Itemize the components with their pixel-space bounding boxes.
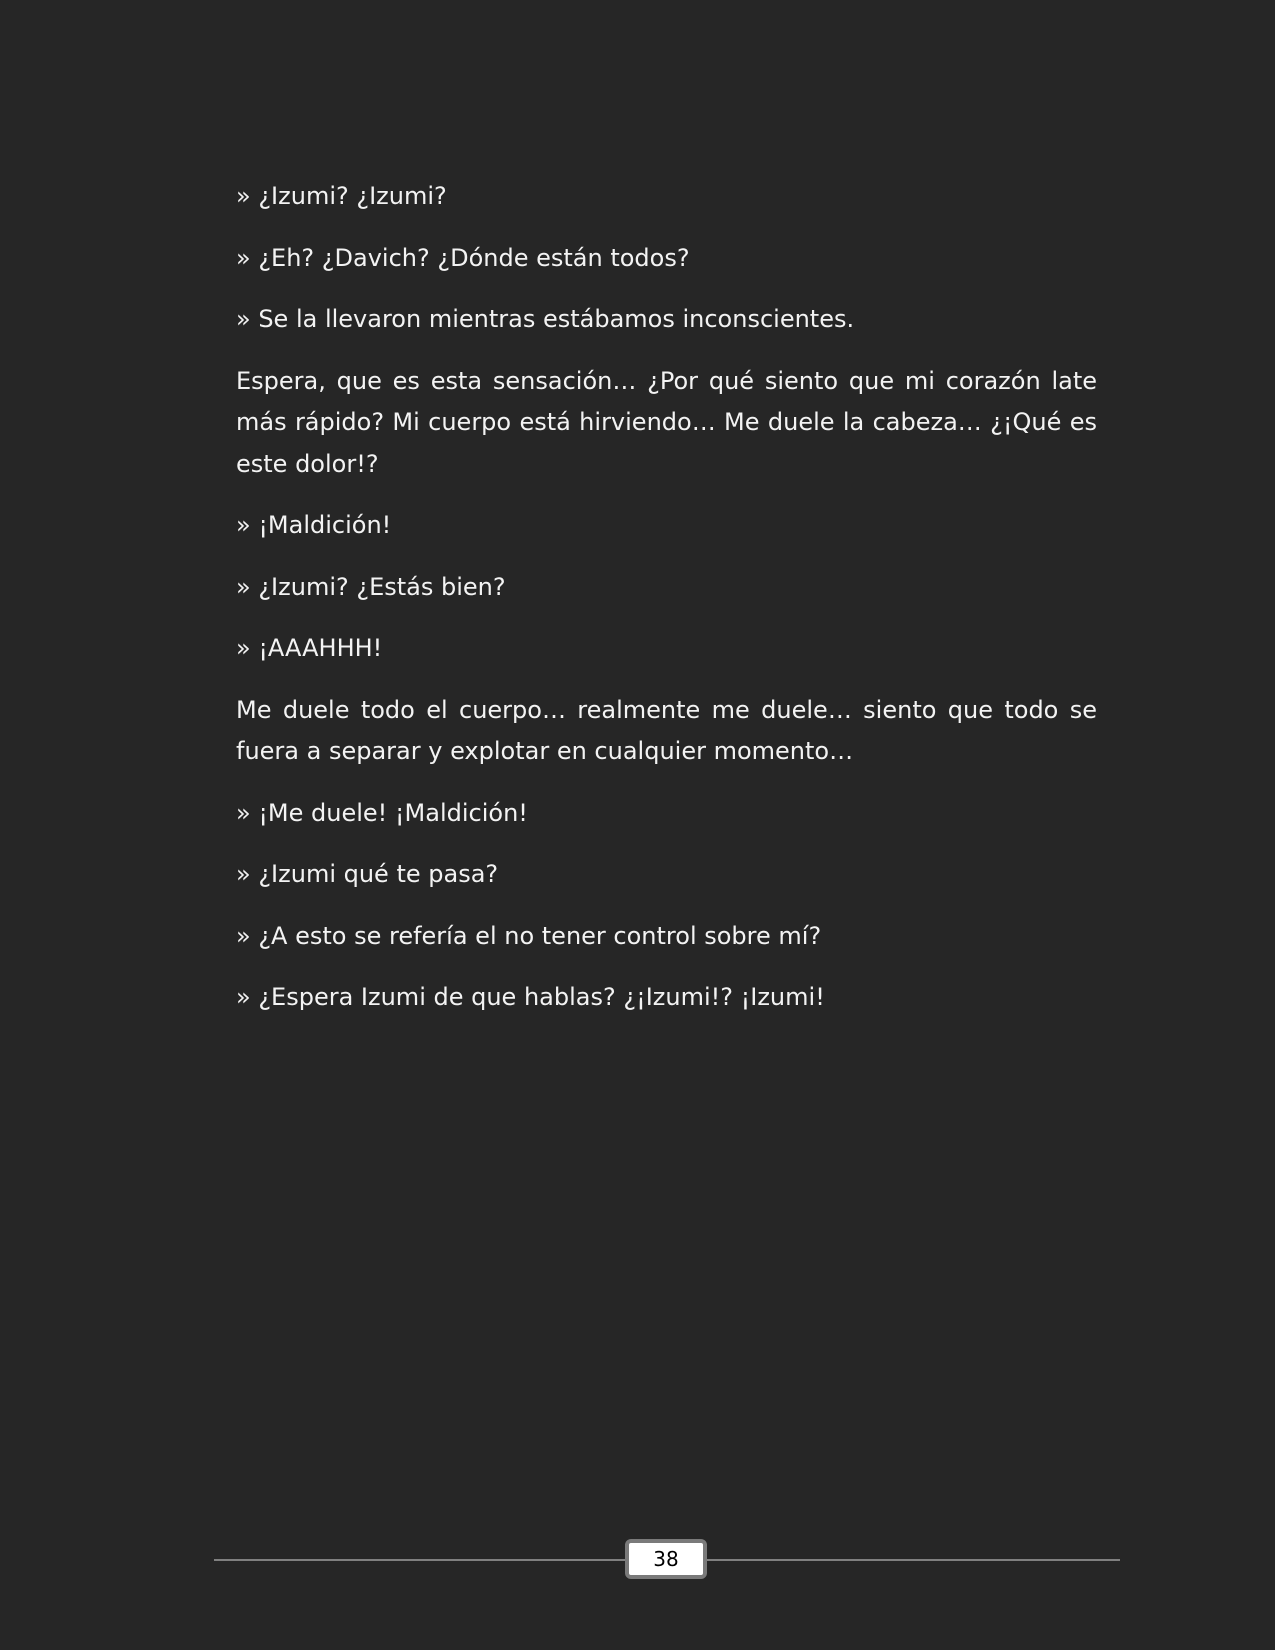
narration-paragraph: Espera, que es esta sensación… ¿Por qué siento que mi corazón late más rápido? Mi cuerpo está hirviendo… Me duele la cabeza… ¿¡Qué es este dolor!? bbox=[236, 366, 1097, 478]
dialogue-line: » ¡Me duele! ¡Maldición! bbox=[236, 798, 528, 827]
page-number: 38 bbox=[625, 1539, 707, 1579]
dialogue-line: » Se la llevaron mientras estábamos inconscientes. bbox=[236, 305, 855, 333]
dialogue-line: » ¿Izumi qué te pasa? bbox=[236, 860, 499, 888]
dialogue-line: » ¡AAAHHH! bbox=[236, 634, 383, 662]
dialogue-line: » ¿Izumi? ¿Estás bien? bbox=[236, 572, 506, 601]
dialogue-line: » ¿A esto se refería el no tener control sobre mí? bbox=[236, 921, 822, 950]
dialogue-line: » ¡Maldición! bbox=[236, 511, 392, 539]
narration-paragraph: Me duele todo el cuerpo… realmente me duele… siento que todo se fuera a separar y explotar en cualquier momento… bbox=[236, 695, 1097, 765]
page-body bbox=[236, 176, 1097, 1039]
dialogue-line: » ¿Espera Izumi de que hablas? ¿¡Izumi!? ¡Izumi! bbox=[236, 983, 825, 1011]
dialogue-line: » ¿Izumi? ¿Izumi? bbox=[236, 182, 447, 210]
dialogue-line: » ¿Eh? ¿Davich? ¿Dónde están todos? bbox=[236, 243, 690, 272]
